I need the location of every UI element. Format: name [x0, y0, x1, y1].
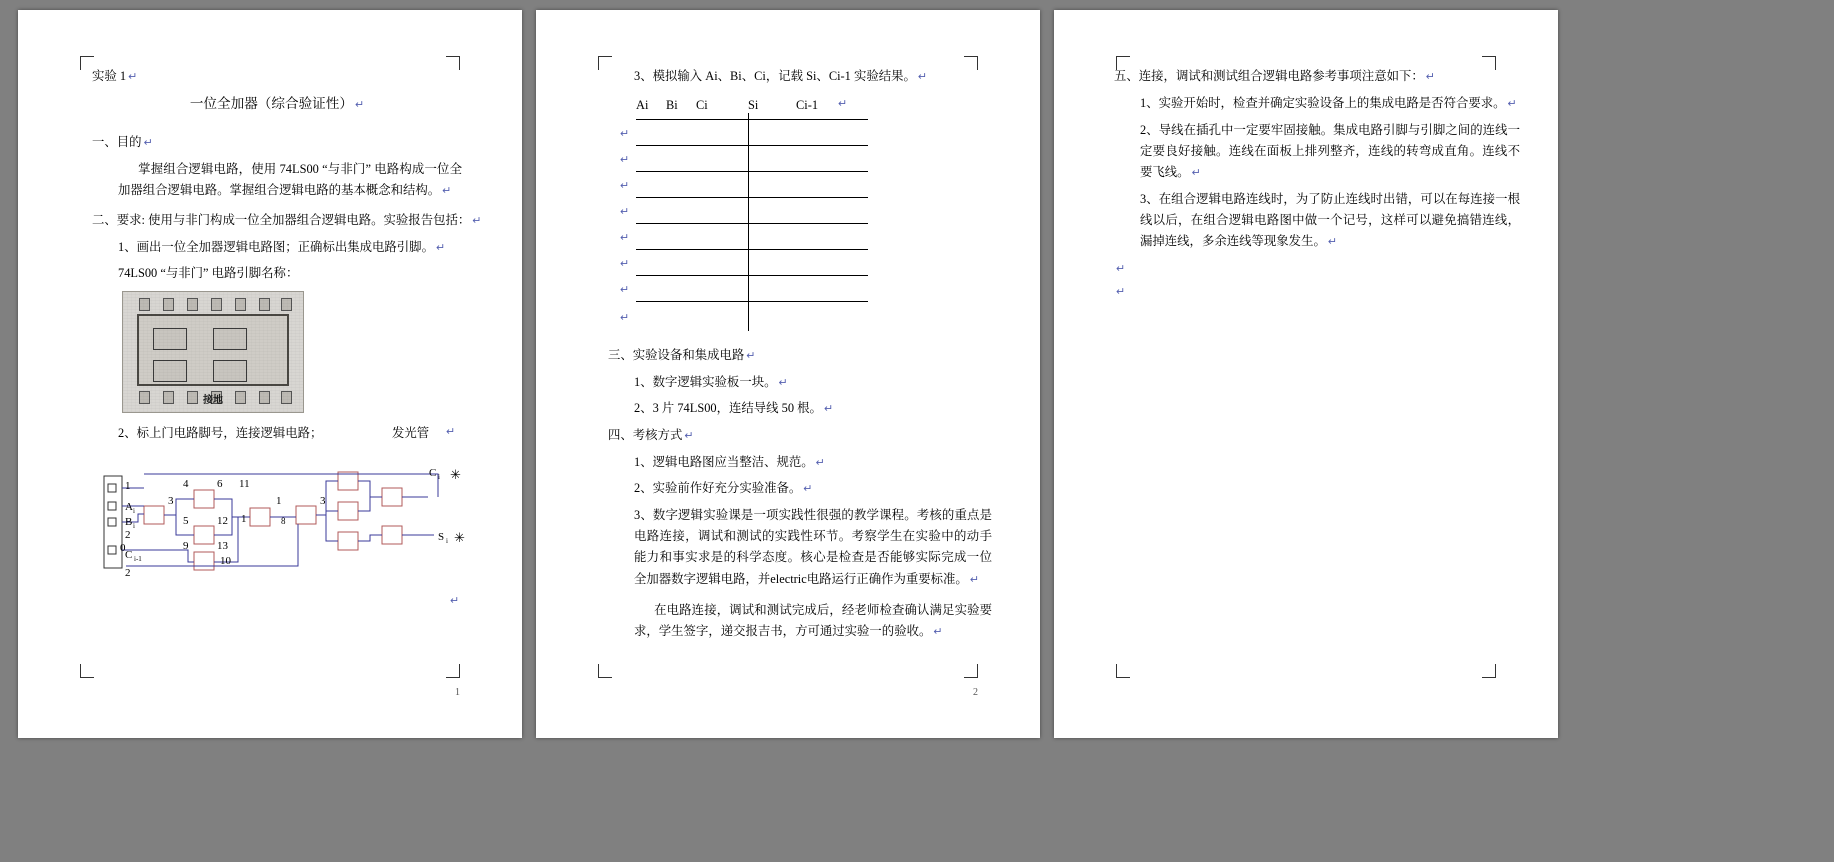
table-row: [636, 197, 868, 198]
truth-table-header-bi: Bi: [666, 98, 678, 113]
pilcrow-icon: ↵: [1191, 167, 1201, 180]
svg-text:4: 4: [183, 478, 189, 490]
full-adder-circuit-diagram: [98, 454, 488, 584]
pilcrow-icon: ↵: [143, 136, 153, 149]
svg-text:S: S: [438, 531, 445, 543]
paragraph-purpose-text: 掌握组合逻辑电路，使用 74LS00 “与非门” 电路构成一位全加器组合逻辑电路。掌握组合逻辑电路的基本概念和结构。: [118, 162, 462, 198]
empty-line-1: [1114, 258, 1520, 276]
trailing-pilcrow-row: [92, 592, 462, 606]
svg-text:1: 1: [125, 480, 131, 492]
section-heading-equipment: [608, 345, 992, 366]
svg-text:11: 11: [239, 478, 250, 490]
pilcrow-icon: ↵: [354, 99, 365, 112]
svg-text:6: 6: [217, 478, 223, 490]
pilcrow-icon: ↵: [446, 425, 456, 438]
pilcrow-icon: ↵: [823, 403, 834, 416]
pilcrow-icon: ↵: [917, 71, 928, 83]
pilcrow-icon: ↵: [1327, 236, 1338, 249]
section-heading-purpose: [92, 132, 462, 153]
svg-text:C: C: [429, 467, 437, 479]
equipment-item-2-text: 2、3 片 74LS00，连结导线 50 根。: [634, 401, 822, 416]
assessment-item-1-text: 1、逻辑电路图应当整洁、规范。: [634, 454, 814, 469]
svg-text:2: 2: [125, 529, 131, 541]
note-item-2: [1114, 120, 1520, 184]
pilcrow-icon: ↵: [620, 257, 630, 270]
ic-chip-photo: [122, 291, 304, 413]
truth-table-header-ai: Ai: [636, 98, 649, 113]
table-row: [636, 223, 868, 224]
truth-table-header-ci1: Ci-1: [796, 98, 819, 113]
pilcrow-icon: ↵: [450, 595, 460, 607]
svg-text:13: 13: [217, 540, 228, 552]
experiment-label-text: 实验 1: [92, 69, 127, 83]
pilcrow-icon: ↵: [620, 127, 630, 140]
requirement-item-2: [92, 423, 462, 444]
requirement-item-2-text: 2、标上门电路脚号，连接逻辑电路；: [118, 425, 323, 440]
pilcrow-icon: ↵: [442, 185, 452, 198]
page-3-content: [1114, 66, 1520, 672]
assessment-item-3: [608, 505, 992, 590]
truth-table-header-si: Si: [748, 98, 759, 113]
svg-text:10: 10: [220, 555, 231, 567]
pilcrow-icon: ↵: [472, 214, 482, 227]
svg-text:5: 5: [183, 515, 189, 527]
pilcrow-icon: ↵: [620, 283, 630, 296]
equipment-item-1: [608, 372, 992, 393]
pilcrow-icon: ↵: [815, 456, 825, 469]
note-item-2-text: 2、导线在插孔中一定要牢固接触。集成电路引脚与引脚之间的连线一定要良好接触。连线在面板上排列整齐，连线的转弯成直角。连线不要飞线。: [1140, 122, 1520, 180]
lamp-label: 发光管: [392, 425, 430, 440]
assessment-item-1: [608, 452, 992, 473]
section-heading-notes: [1114, 66, 1520, 87]
experiment-label: [92, 66, 462, 87]
svg-text:12: 12: [217, 515, 228, 527]
circuit-svg: [98, 454, 488, 584]
table-row: [636, 301, 868, 302]
svg-text:C: C: [125, 549, 133, 561]
note-item-3-text: 3、在组合逻辑电路连线时，为了防止连线时出错，可以在每连接一根线以后，在组合逻辑电路图中做一个记号，这样可以避免搞错连线，漏掉连线，多余连线等现象发生。: [1140, 191, 1520, 249]
svg-text:3: 3: [168, 495, 174, 507]
pilcrow-icon: ↵: [435, 242, 446, 255]
equipment-item-2: [608, 398, 992, 419]
pilcrow-icon: ↵: [778, 376, 788, 389]
assessment-item-2-text: 2、实验前作好充分实验准备。: [634, 481, 802, 496]
table-row: [636, 275, 868, 276]
pilcrow-icon: ↵: [969, 573, 980, 586]
page-title-text: 一位全加器（综合验证性）: [189, 96, 353, 112]
page-number-2: 2: [973, 687, 978, 698]
photo-noise-overlay: [123, 292, 303, 412]
truth-table-header-row: [636, 95, 868, 118]
pilcrow-icon: ↵: [128, 71, 138, 83]
note-item-1-text: 1、实验开始时，检查并确定实验设备上的集成电路是否符合要求。: [1140, 96, 1506, 111]
assessment-closing: [608, 600, 992, 643]
page-number-1: 1: [455, 687, 460, 698]
truth-table-header-ci: Ci: [696, 98, 708, 113]
section-heading-assessment: [608, 425, 992, 446]
note-item-3: [1114, 189, 1520, 253]
section-heading-assessment-text: 四、考核方式: [608, 427, 683, 442]
requirement-item-1: [92, 237, 462, 258]
svg-text:i: i: [446, 537, 448, 545]
page-title: [92, 92, 462, 115]
svg-text:B: B: [125, 516, 133, 528]
page-1-content: [92, 66, 482, 672]
equipment-item-1-text: 1、数字逻辑实验板一块。: [634, 374, 777, 389]
assessment-item-3-text: 3、数字逻辑实验课是一项实践性很强的教学课程。考核的重点是电路连接，调试和测试的实践性环节。考察学生在实验中的动手能力和事实求是的科学态度。核心是检查是否能够实际完成一位全加器数字逻辑电路，并electric电路运行正确作为重要标准。: [634, 507, 992, 586]
pilcrow-icon: ↵: [746, 349, 756, 362]
ic-ground-caption: 接地: [203, 395, 223, 407]
pilcrow-icon: ↵: [1116, 262, 1126, 275]
assessment-item-2: [608, 478, 992, 499]
pilcrow-icon: ↵: [620, 153, 630, 166]
pilcrow-icon: ↵: [1116, 285, 1126, 298]
section-heading-equipment-text: 三、实验设备和集成电路: [608, 347, 745, 362]
section-heading-requirements-text: 二、要求: 使用与非门构成一位全加器组合逻辑电路。实验报告包括：: [92, 212, 471, 227]
pilcrow-icon: ↵: [620, 205, 630, 218]
requirement-item-1-text: 1、画出一位全加器逻辑电路图；正确标出集成电路引脚。: [118, 240, 434, 255]
note-item-1: [1114, 93, 1520, 114]
svg-text:✳: ✳: [454, 530, 465, 545]
svg-text:1: 1: [241, 513, 247, 525]
pilcrow-icon: ↵: [933, 626, 943, 639]
requirement-item-3-text: 3、模拟输入 Ai、Bi、Ci，记载 Si、Ci-1 实验结果。: [634, 69, 916, 83]
pilcrow-icon: ↵: [1507, 98, 1517, 111]
pilcrow-icon: ↵: [838, 98, 848, 111]
pilcrow-icon: ↵: [803, 483, 813, 496]
table-row: [636, 249, 868, 250]
assessment-closing-text: 在电路连接，调试和测试完成后，经老师检查确认满足实验要求，学生签字，递交报吉书，方可通过实验一的验收。: [634, 602, 992, 639]
pilcrow-icon: ↵: [620, 179, 630, 192]
table-row: [636, 171, 868, 172]
svg-text:8: 8: [281, 516, 286, 526]
svg-text:0: 0: [120, 542, 126, 554]
svg-text:3: 3: [320, 495, 326, 507]
pilcrow-icon: ↵: [1425, 71, 1435, 83]
svg-text:i: i: [133, 507, 135, 515]
section-heading-purpose-text: 一、目的: [92, 134, 142, 149]
svg-text:i: i: [438, 473, 440, 481]
truth-table-grid: [620, 119, 868, 331]
page-2-content: [608, 66, 992, 672]
truth-table[interactable]: [620, 95, 868, 330]
svg-text:9: 9: [183, 540, 189, 552]
paragraph-purpose: [92, 159, 462, 202]
requirement-item-3: [608, 66, 992, 87]
document-page-2[interactable]: [536, 10, 1040, 738]
svg-text:A: A: [125, 501, 133, 513]
pilcrow-icon: ↵: [620, 311, 630, 324]
section-heading-requirements: [92, 210, 482, 231]
document-page-1[interactable]: [18, 10, 522, 738]
document-page-3[interactable]: [1054, 10, 1558, 738]
table-row: [636, 145, 868, 146]
table-row: [636, 119, 868, 120]
pin-name-line: [92, 263, 462, 284]
svg-text:i: i: [133, 522, 135, 530]
pin-name-line-text: 74LS00 “与非门” 电路引脚名称：: [118, 266, 299, 281]
section-heading-notes-text: 五、连接，调试和测试组合逻辑电路参考事项注意如下：: [1114, 69, 1424, 83]
empty-line-2: [1114, 281, 1520, 299]
pilcrow-icon: ↵: [684, 429, 694, 442]
svg-text:2: 2: [125, 567, 131, 579]
svg-text:i-1: i-1: [134, 555, 142, 563]
svg-text:1: 1: [276, 495, 282, 507]
svg-text:✳: ✳: [450, 467, 461, 482]
pilcrow-icon: ↵: [620, 231, 630, 244]
